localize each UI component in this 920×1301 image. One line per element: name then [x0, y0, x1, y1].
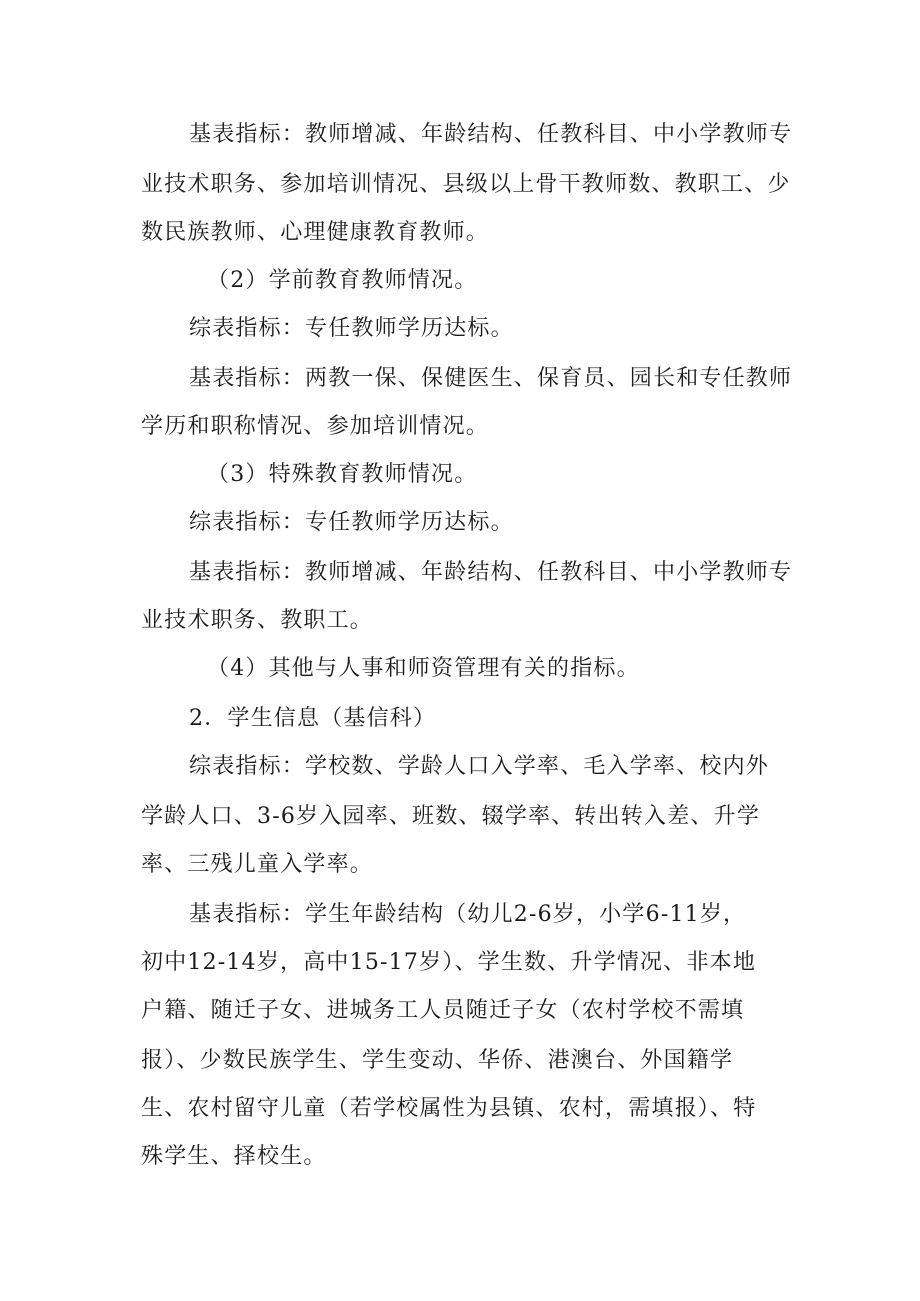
text-line: （4）其他与人事和师资管理有关的指标。 — [207, 656, 640, 681]
text-line: 学龄人口、3-6岁入园率、班数、辍学率、转出转入差、升学 — [141, 804, 761, 829]
text-line: 殊学生、择校生。 — [141, 1144, 327, 1169]
text-line: 初中12-14岁，高中15-17岁）、学生数、升学情况、非本地 — [141, 950, 757, 975]
text-line: 综表指标：学校数、学龄人口入学率、毛入学率、校内外 — [189, 754, 770, 779]
text-line: 2．学生信息（基信科） — [189, 706, 437, 731]
text-line: 基表指标：教师增减、年龄结构、任教科目、中小学教师专 — [189, 560, 793, 585]
text-line: 户籍、随迁子女、进城务工人员随迁子女（农村学校不需填 — [141, 998, 745, 1023]
text-line: 数民族教师、心理健康教育教师。 — [141, 220, 490, 245]
text-line: 基表指标：两教一保、保健医生、保育员、园长和专任教师 — [189, 366, 793, 391]
text-line: 综表指标：专任教师学历达标。 — [189, 316, 514, 341]
text-line: 基表指标：学生年龄结构（幼儿2-6岁，小学6-11岁， — [189, 902, 747, 927]
text-line: （2）学前教育教师情况。 — [207, 268, 478, 293]
text-line: 业技术职务、教职工。 — [141, 608, 374, 633]
text-line: 基表指标：教师增减、年龄结构、任教科目、中小学教师专 — [189, 122, 793, 147]
text-line: 学历和职称情况、参加培训情况。 — [141, 414, 490, 439]
text-line: 综表指标：专任教师学历达标。 — [189, 510, 514, 535]
text-line: 报）、少数民族学生、学生变动、华侨、港澳台、外国籍学 — [141, 1048, 734, 1073]
text-line: 业技术职务、参加培训情况、县级以上骨干教师数、教职工、少 — [141, 172, 791, 197]
text-line: （3）特殊教育教师情况。 — [207, 462, 478, 487]
text-line: 生、农村留守儿童（若学校属性为县镇、农村，需填报）、特 — [141, 1096, 757, 1121]
text-line: 率、三残儿童入学率。 — [141, 852, 374, 877]
